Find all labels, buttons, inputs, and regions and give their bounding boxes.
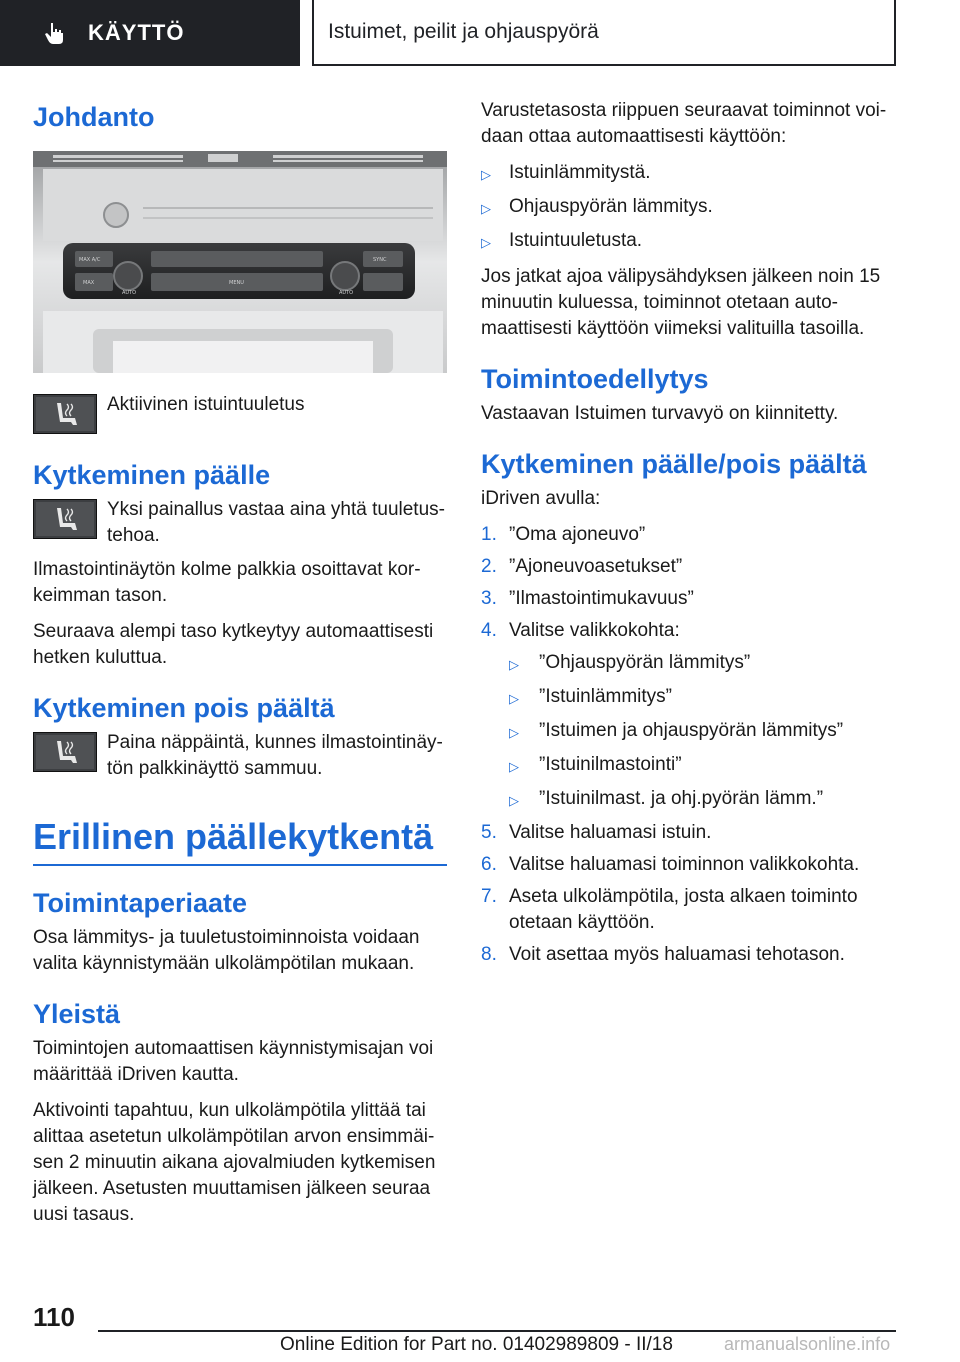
caption-active-ventilation: Aktiivinen istuintuuletus [107,394,305,415]
photo-label-sync: SYNC [373,257,387,263]
list-item: 8. Voit asettaa myös haluamasi tehotason. [481,944,845,965]
switch-on-instruction: Yksi painallus vastaa aina yhtä tuuletus-tehoa. [107,499,445,546]
photo-label-max: MAX [83,280,95,286]
right-column [481,92,901,974]
paragraph-continue-drive: Jos jatkat ajoa välipysähdyksen jälkeen noin 15 minuutin kuluessa, toiminnot otetaan auto-maattisesti käyttöön viimeksi valituilla tasoilla. [481,266,881,339]
paragraph-general-1: Toimintojen automaattisen käynnistymisajan voi määrittää iDriven kautta. [33,1038,434,1085]
photo-label-auto-right: AUTO [339,290,354,296]
steps-list-continued [481,820,901,968]
climate-control-panel-photo [33,151,447,373]
header-section-label: KÄYTTÖ [88,20,185,45]
heading-kytkeminen-paalle-pois: Kytkeminen päälle/pois päältä [481,449,867,479]
list-item: ▷ Ohjauspyörän lämmitys. [481,194,901,222]
paragraph-equipment: Varustetasosta riippuen seuraavat toiminnot voi-daan ottaa automaattisesti käyttöön: [481,100,887,147]
paragraph-requirement: Vastaavan Istuimen turvavyö on kiinnitetty. [481,403,839,424]
triangle-bullet-icon: ▷ [509,759,519,774]
photo-label-menu: MENU [229,280,244,286]
paragraph-highest-level: Ilmastointinäytön kolme palkkia osoittavat kor-keimman tason. [33,559,421,606]
page-number: 110 [33,1302,75,1332]
icon-row-switch-off [33,730,447,782]
list-item: 6. Valitse haluamasi toiminnon valikkokohta. [481,854,860,875]
list-item: ▷ Istuintuuletusta. [481,228,901,256]
list-item: ▷ ”Istuinilmast. ja ohj.pyörän lämm.” [509,786,901,814]
heading-kytkeminen-paalle: Kytkeminen päälle [33,460,271,490]
photo-label-auto-left: AUTO [122,290,137,296]
seat-ventilation-button-icon [33,499,97,539]
paragraph-idrive: iDriven avulla: [481,488,601,509]
list-item: 4. Valitse valikkokohta: [481,620,680,641]
switch-off-instruction: Paina näppäintä, kunnes ilmastointinäy-tön palkkinäyttö sammuu. [107,732,443,779]
heading-yleista: Yleistä [33,999,121,1029]
photo-label-max-ac: MAX A/C [79,257,101,263]
icon-row-switch-on [33,497,447,549]
footer-edition: Online Edition for Part no. 01402989809 - II/18 [280,1334,673,1355]
header-chapter-box [312,0,896,66]
list-item: ▷ ”Ohjauspyörän lämmitys” [509,650,901,678]
paragraph-principle: Osa lämmitys- ja tuuletustoiminnoista voidaan valita käynnistymään ulkolämpötilan mukaan. [33,927,420,974]
triangle-bullet-icon: ▷ [481,235,491,250]
triangle-bullet-icon: ▷ [509,657,519,672]
seat-ventilation-button-icon [33,732,97,772]
list-item: 2. ”Ajoneuvoasetukset” [481,556,683,577]
header-chapter-title: Istuimet, peilit ja ohjauspyörä [328,20,599,43]
heading-erillinen-paallekytkenta: Erillinen päällekytkentä [33,816,447,866]
list-item: ▷ ”Istuinlämmitys” [509,684,901,712]
feature-list [481,160,901,256]
triangle-bullet-icon: ▷ [509,793,519,808]
hand-pointer-icon [42,20,68,46]
menu-options-list [509,650,901,814]
icon-row-caption [33,392,447,434]
list-item: 7. Aseta ulkolämpötila, josta alkaen toiminto otetaan käyttöön. [481,886,858,933]
heading-johdanto: Johdanto [33,102,155,132]
paragraph-general-2: Aktivointi tapahtuu, kun ulkolämpötila ylittää tai alittaa asetetun ulkolämpötilan arvon ensimmäi-sen 2 minuutin aikana ajovalmiuden kytkemisen jälkeen. Asetusten muuttamisen jälkeen seuraa uusi tasaus. [33,1100,436,1225]
heading-kytkeminen-pois: Kytkeminen pois päältä [33,693,335,723]
triangle-bullet-icon: ▷ [481,201,491,216]
footer-divider [98,1330,896,1332]
list-item: ▷ ”Istuimen ja ohjauspyörän lämmitys” [509,718,901,746]
paragraph-next-level: Seuraava alempi taso kytkeytyy automaattisesti hetken kuluttua. [33,621,434,668]
list-item: ▷ Istuinlämmitystä. [481,160,901,188]
header-section-tab [0,0,300,66]
list-item: 1. ”Oma ajoneuvo” [481,524,646,545]
seat-ventilation-button-icon [33,394,97,434]
left-column [33,92,447,1238]
heading-toimintoedellytys: Toimintoedellytys [481,364,709,394]
footer-watermark: armanualsonline.info [724,1334,891,1354]
triangle-bullet-icon: ▷ [509,725,519,740]
heading-toimintaperiaate: Toimintaperiaate [33,888,248,918]
steps-list [481,522,901,644]
list-item: 3. ”Ilmastointimukavuus” [481,588,694,609]
triangle-bullet-icon: ▷ [481,167,491,182]
triangle-bullet-icon: ▷ [509,691,519,706]
list-item: ▷ ”Istuinilmastointi” [509,752,901,780]
list-item: 5. Valitse haluamasi istuin. [481,822,712,843]
